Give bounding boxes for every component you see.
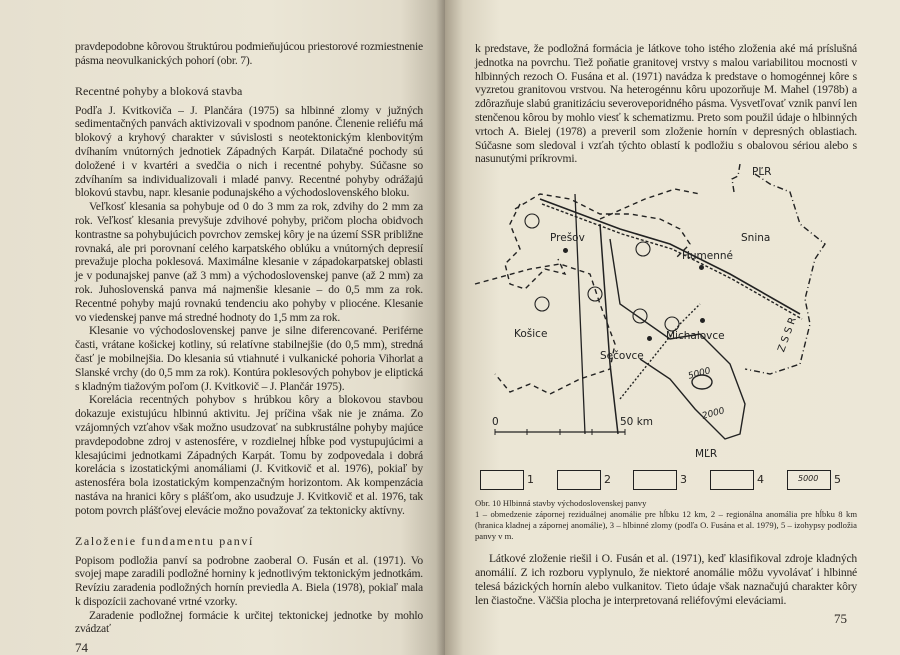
anomaly-minus-icon [525, 214, 539, 228]
map-label: Prešov [550, 232, 585, 245]
map-label: MĽR [695, 448, 718, 461]
paragraph: pravdepodobne kôrovou štruktúrou podmieňujúcou priestorové rozmiestnenie pásma neovulkanických pohorí (obr. 7). [75, 40, 423, 67]
deep-fault [600, 224, 618, 434]
legend-number: 4 [757, 473, 764, 487]
paragraph: Popisom podložia panví sa podrobne zaoberal O. Fusán et al. (1971). Vo svojej mape zaradili podložné horniny k jednotlivým tektonickým jednotkám. Revíziu zaradenia podložných hornín previedla A. Biela (1978), pokiaľ mala k dispozícii zachované vrtné vzorky. [75, 553, 423, 608]
map-label: Michalovce [666, 330, 725, 343]
paragraph: Veľkosť klesania sa pohybuje od 0 do 3 mm za rok, zdvihy do 2 mm za rok. Veľkosť klesania prevyšuje zdvihové pohyby, pričom plocha obidvoch kontrastne sa pohybujúcich povrchov zemskej kôry je na území SSR približne rovnaká, ale pri porovnaní celého karpatského oblúku a vnútorných depresií prevažuje plocha poklesová. Maximálne klesanie v západokarpatskej oblasti je v podunajskej panve (až 3 mm) a východoslovenskej panve (až 2 mm) za rok. Juhoslovenská panva má najmenšie klesanie – do 0,5 mm za rok. Recentné pohyby majú rovnakú tendenciu ako pohyby v pliocéne. Klesanie vo viedenskej panve má stredné hodnoty do 1,5 mm za rok. [75, 200, 423, 324]
paragraph: Zaradenie podložnej formácie k určitej tektonickej jednotke by mohlo zvádzať [75, 608, 423, 636]
anomaly-boundary [505, 204, 565, 289]
figure-caption-title: Obr. 10 Hlbinná stavby východoslovenskej panvy [475, 498, 647, 509]
scale-label: 50 km [620, 416, 654, 429]
map-label: Sečovce [600, 350, 644, 363]
map-label: Košice [514, 328, 548, 341]
paragraph: Klesanie vo východoslovenskej panve je silne diferencované. Periférne časti, vrátane košickej kotliny, sú relatívne stabilnejšie (do 0,5 mm), stredná časť je mobilnejšia. Do klesania sú vtiahnuté i vulkanické pohoria Vihorlat a Slanské vrchy (do 0,5 mm za rok). Kontúra poklesových pohybov je eliptická s kladným tiažovým poľom (J. Kvitkovič – J. Plančár 1975). [75, 324, 423, 393]
legend-number: 3 [680, 473, 687, 487]
legend-symbol-3 [633, 470, 677, 490]
deep-fault [575, 194, 585, 434]
legend-symbol-1 [480, 470, 524, 490]
anomaly-plus-icon [633, 309, 647, 323]
anomaly-minus-icon [588, 287, 602, 301]
isohypse-label: 5000 [687, 366, 712, 382]
paragraph: Látkové zloženie riešil i O. Fusán et al. (1971), keď klasifikoval zdroje kladných anomálií. Z ich rozboru vyplynulo, že niektoré anomálie môžu vyvolávať i hlbinné telesá bázických hornín alebo vulkanitov. Tieto údaje však naznačujú charakter kôry len čiastočne. Väčšia plocha je interpretovaná reliéfovými eleváciami. [475, 552, 857, 607]
right-text-column [475, 42, 857, 626]
legend-number: 1 [527, 473, 534, 487]
legend-symbol-4 [710, 470, 754, 490]
legend-symbol-5: 5000 [787, 470, 831, 490]
anomaly-minus-icon [665, 317, 679, 331]
deep-fault [542, 204, 802, 319]
paragraph: k predstave, že podložná formácia je látkove toho istého zloženia aké má príslušná jednotka na povrchu. Tiež poňatie granitovej vrstvy s malou variabilitou mocnosti v hlbinných rezoch O. Fusána et al. (1971) navádza k predstave o homogénnej kôre s vyzretou granitovou vrstvou. Na heterogénnu kôru upozorňuje M. Mahel (1978b) a zdôrazňuje slabú granitizáciu severoveporidného pásma. Vysvetľovať vznik panví len stenčenou kôrou by mohlo viesť k schematizmu. Preto som použil údaje o hlbinných vrtoch A. Bielej (1978) a preveril som zloženie hornín v depresných oblastiach. Súčasne som sledoval i vzťah týchto oblastí k podložiu s obalovou sériou alebo s nasunutými príkrovmi. [475, 42, 857, 166]
section-heading: Recentné pohyby a bloková stavba [75, 83, 243, 98]
anomaly-plus-icon [535, 297, 549, 311]
legend-number: 5 [834, 473, 841, 487]
left-text-column [75, 40, 423, 655]
map-label: Z S S R [776, 316, 799, 354]
isohypse-label: 2000 [701, 406, 726, 422]
page-number: 75 [834, 611, 847, 627]
legend-symbol-2 [557, 470, 601, 490]
paragraph: Podľa J. Kvitkoviča – J. Plančára (1975) sa hlbinné zlomy v južných sedimentačných panvách aktivizovali v spodnom panóne. Členenie reliéfu má blokový a kryhový charakter v súvislosti s neotektonickým klenbovitým dvíhaním vnútorných jednotiek Západných Karpát. Dilatačné pochody sú doložené i v kvartéri a svedčia o nich i recentné pohyby. Súčasne so zdvíhaním sa individualizovali i mladé panvy. Recentné pohyby odrážajú blokovú stavbu, napr. klesanie podunajského a východoslovenského bloku. [75, 103, 423, 200]
anomaly-plus-icon [636, 242, 650, 256]
figure-caption: 1 – obmedzenie zápornej reziduálnej anomálie pre hĺbku 12 km, 2 – regionálna anomália pre hĺbku 8 km (hranica kladnej a zápornej anomálie), 3 – hlbinné zlomy (podľa O. Fusána et al. 1979), 5 – izohypsy podložia panvy v m. [475, 509, 857, 542]
map-figure [470, 164, 880, 494]
page-number: 74 [75, 640, 88, 655]
map-label: Humenné [682, 250, 734, 263]
paragraph: Korelácia recentných pohybov s hrúbkou kôry a blokovou stavbou dokazuje existujúcu hlbinnú aktivitu. Jej príčina však nie je známa. Zo vzájomných vzťahov však možno usudzovať na subkrustálne pohyby majúce pravdepodobne zdroj v astenosfére, v rozdielnej hĺbke pod vystupujúcimi a klesajúcimi jednotkami Západných Karpát. Tomu by zodpovedala i dobrá korelácia s izostatickými anomáliami (J. Kvitkovič et al. 1976), pokiaľ by astenosféra bola izostatickým kompenzačným horizontom. Ak kompenzácia nastáva na hranici kôry s plášťom, ako usudzuje J. Kvitkovič et al. 1976, tak potom povrch plášťovej elevácie možno považovať za tektonicky aktívny. [75, 393, 423, 517]
section-heading: Založenie fundamentu panví [75, 533, 254, 548]
map-label: PĽR [752, 166, 772, 179]
map-label: Snina [741, 232, 771, 245]
legend-number: 2 [604, 473, 611, 487]
scale-label: 0 [492, 416, 499, 429]
